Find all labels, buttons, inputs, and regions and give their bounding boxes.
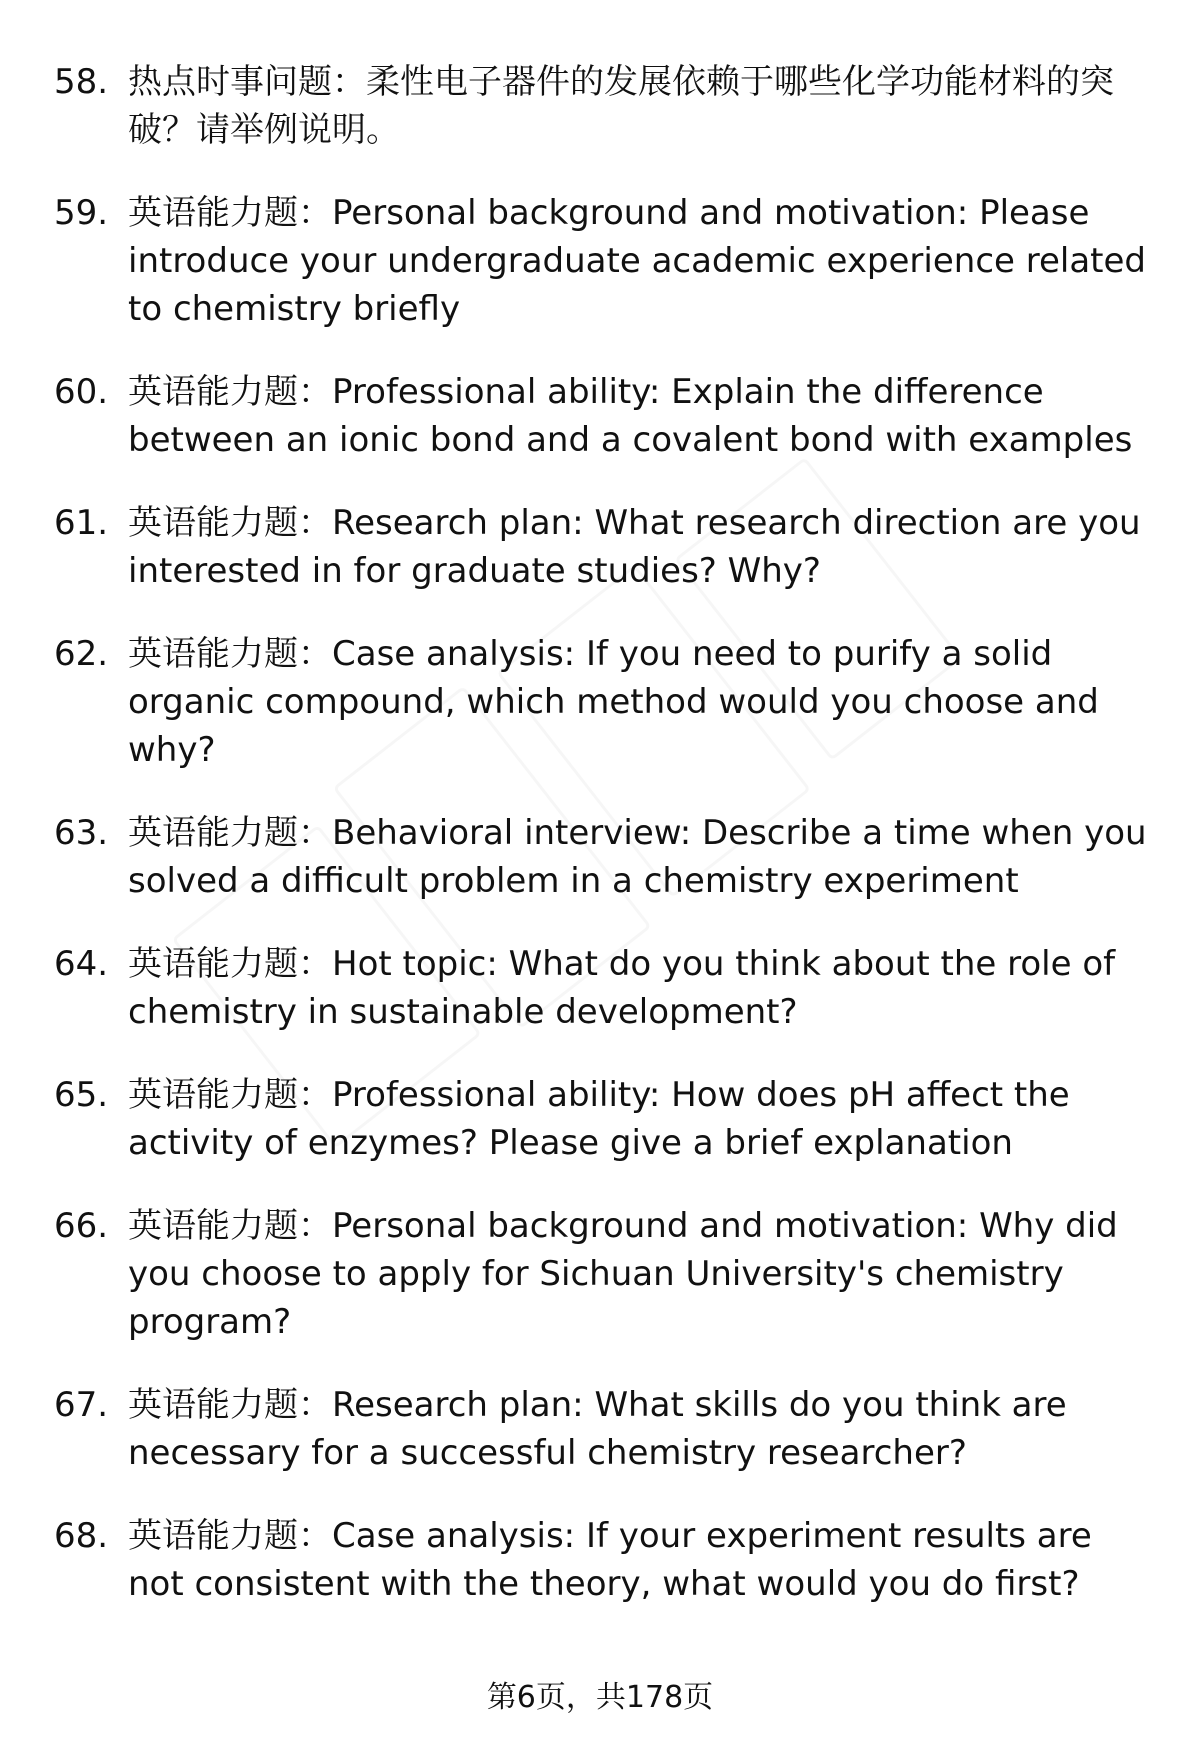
question-item	[0, 368, 1200, 464]
question-category: 英语能力题：	[128, 1075, 332, 1115]
question-category: 热点时事问题：	[128, 62, 366, 102]
question-number: 60.	[54, 372, 109, 412]
question-number: 63.	[54, 813, 109, 853]
question-category: 英语能力题：	[128, 1516, 332, 1556]
question-category: 英语能力题：	[128, 193, 332, 233]
question-text: Research plan: What research direction are you interested in for graduate studies? Why?	[128, 503, 1141, 591]
question-text: Case analysis: If your experiment results are not consistent with the theory, what would you do first?	[128, 1516, 1092, 1604]
question-item	[0, 630, 1200, 774]
question-item	[0, 1381, 1200, 1477]
question-number: 59.	[54, 193, 109, 233]
question-item	[0, 58, 1200, 154]
question-item	[0, 1202, 1200, 1346]
question-category: 英语能力题：	[128, 634, 332, 674]
question-text: Hot topic: What do you think about the role of chemistry in sustainable development?	[128, 944, 1116, 1032]
question-number: 66.	[54, 1206, 109, 1246]
question-text: 柔性电子器件的发展依赖于哪些化学功能材料的突破？请举例说明。	[128, 62, 1114, 150]
question-text: Personal background and motivation: Why did you choose to apply for Sichuan University's chemistry program?	[128, 1206, 1118, 1342]
question-number: 65.	[54, 1075, 109, 1115]
question-number: 64.	[54, 944, 109, 984]
question-category: 英语能力题：	[128, 1206, 332, 1246]
question-item	[0, 189, 1200, 333]
question-category: 英语能力题：	[128, 944, 332, 984]
question-number: 67.	[54, 1385, 109, 1425]
question-number: 61.	[54, 503, 109, 543]
question-text: Research plan: What skills do you think are necessary for a successful chemistry researcher?	[128, 1385, 1067, 1473]
question-item	[0, 940, 1200, 1036]
question-item	[0, 809, 1200, 905]
question-text: Personal background and motivation: Please introduce your undergraduate academic experience related to chemistry briefly	[128, 193, 1147, 329]
question-item	[0, 1512, 1200, 1608]
question-category: 英语能力题：	[128, 813, 332, 853]
question-category: 英语能力题：	[128, 372, 332, 412]
question-category: 英语能力题：	[128, 503, 332, 543]
page-number-footer: 第6页，共178页	[486, 1680, 714, 1715]
question-number: 58.	[54, 62, 109, 102]
question-item	[0, 499, 1200, 595]
question-text: Professional ability: Explain the difference between an ionic bond and a covalent bond with examples	[128, 372, 1133, 460]
question-number: 62.	[54, 634, 109, 674]
question-list	[0, 58, 1200, 1643]
question-text: Professional ability: How does pH affect the activity of enzymes? Please give a brief explanation	[128, 1075, 1070, 1163]
question-item	[0, 1071, 1200, 1167]
question-category: 英语能力题：	[128, 1385, 332, 1425]
question-text: Behavioral interview: Describe a time when you solved a difficult problem in a chemistry experiment	[128, 813, 1147, 901]
question-text: Case analysis: If you need to purify a solid organic compound, which method would you choose and why?	[128, 634, 1099, 770]
question-number: 68.	[54, 1516, 109, 1556]
